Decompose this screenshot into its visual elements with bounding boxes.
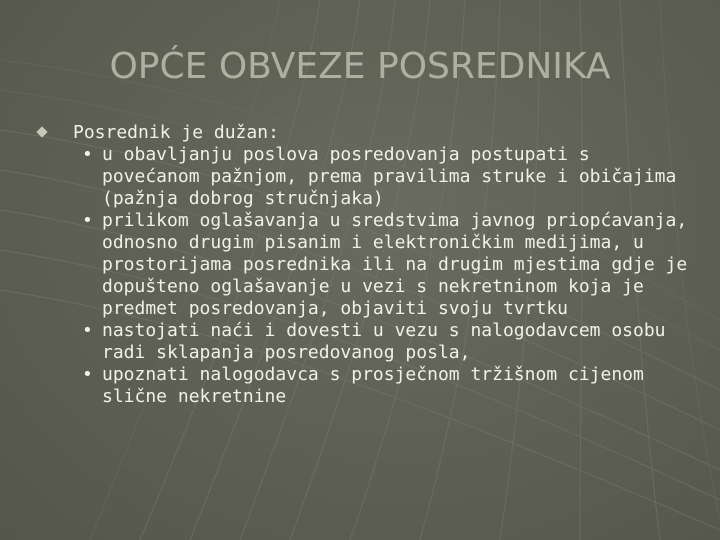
list-item-text: u obavljanju poslova posredovanja postupati s povećanom pažnjom, prema pravilima struke i običajima (pažnja dobrog stručnjaka)	[102, 144, 677, 209]
obligations-list	[38, 144, 698, 408]
slide-body	[38, 122, 698, 408]
bullet-dot-icon: •	[82, 210, 93, 231]
bullet-dot-icon: •	[82, 364, 93, 385]
list-item	[38, 210, 698, 320]
list-item-text: nastojati naći i dovesti u vezu s nalogodavcem osobu radi sklapanja posredovanog posla,	[102, 320, 666, 363]
list-item	[38, 144, 698, 210]
intro-text: Posrednik je dužan:	[73, 122, 279, 143]
diamond-bullet-icon	[36, 126, 47, 137]
list-item-text: prilikom oglašavanja u sredstvima javnog priopćavanja, odnosno drugim pisanim i elektroničkim medijima, u prostorijama posrednika ili na drugim mjestima gdje je dopušteno oglašavanje u vezi s nekretninom koja je predmet posredovanja, objaviti svoju tvrtku	[102, 210, 688, 319]
list-item-text: upoznati nalogodavca s prosječnom tržišnom cijenom slične nekretnine	[102, 364, 644, 407]
bullet-dot-icon: •	[82, 144, 93, 165]
list-item	[38, 320, 698, 364]
bullet-dot-icon: •	[82, 320, 93, 341]
list-item	[38, 364, 698, 408]
intro-line	[38, 122, 698, 144]
slide-title: OPĆE OBVEZE POSREDNIKA	[109, 46, 611, 87]
